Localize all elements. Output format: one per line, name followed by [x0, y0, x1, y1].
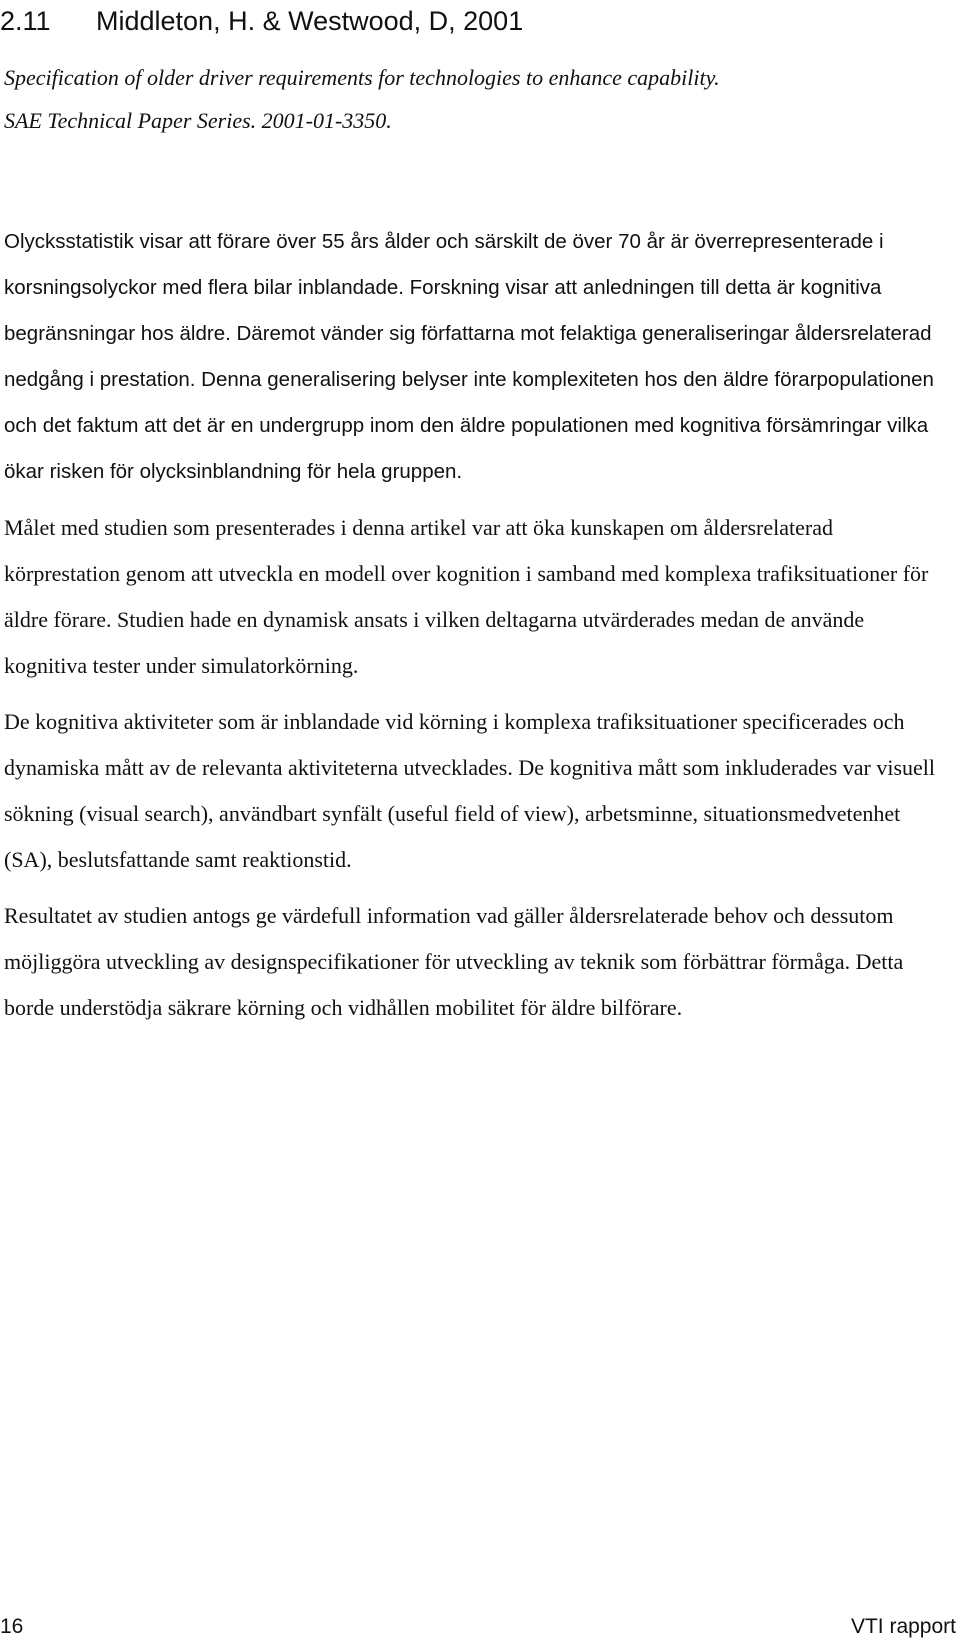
paragraph-results: Resultatet av studien antogs ge värdefull information vad gäller åldersrelaterade behov och dessutom möjliggöra utveckling av designspecifikationer för utveckling av teknik som förbättrar förmåga. Detta borde understödja säkrare körning och vidhållen mobilitet för äldre bilförare. [4, 903, 904, 1020]
paragraph-study-aim: Målet med studien som presenterades i denna artikel var att öka kunskapen om åldersrelaterad körprestation genom att utveckla en modell over kognition i samband med komplexa trafiksituationer för äldre förare. Studien hade en dynamisk ansats i vilken deltagarna utvärderades medan de använde kognitiva tester under simulatorkörning. [4, 515, 929, 678]
citation [4, 56, 944, 142]
section-title: Middleton, H. & Westwood, D, 2001 [96, 6, 524, 36]
page-number: 16 [0, 1615, 24, 1638]
section-number: 2.11 [0, 6, 51, 36]
citation-title: Specification of older driver requirements for technologies to enhance capability. [4, 65, 720, 90]
citation-series: SAE Technical Paper Series. 2001-01-3350. [4, 108, 392, 133]
paragraph-accident-statistics: Olycksstatistik visar att förare över 55 års ålder och särskilt de över 70 år är överrepresenterade i korsningsolyckor med flera bilar inblandade. Forskning visar att anledningen till detta är kognitiva begränsningar hos äldre. Däremot vänder sig författarna mot felaktiga generaliseringar åldersrelaterad nedgång i prestation. Denna generalisering belyser inte komplexiteten hos den äldre förarpopulationen och det faktum att det är en undergrupp inom den äldre populationen med kognitiva försämringar vilka ökar risken för olycksinblandning för hela gruppen. [4, 230, 934, 483]
paragraph-cognitive-measures: De kognitiva aktiviteter som är inblandade vid körning i komplexa trafiksituationer specificerades och dynamiska mått av de relevanta aktiviteterna utvecklades. De kognitiva mått som inkluderades var visuell sökning (visual search), användbart synfält (useful field of view), arbetsminne, situationsmedvetenhet (SA), beslutsfattande samt reaktionstid. [4, 709, 936, 872]
report-name: VTI rapport [850, 1615, 956, 1638]
summary-body [4, 219, 944, 1041]
section-heading [0, 4, 523, 38]
